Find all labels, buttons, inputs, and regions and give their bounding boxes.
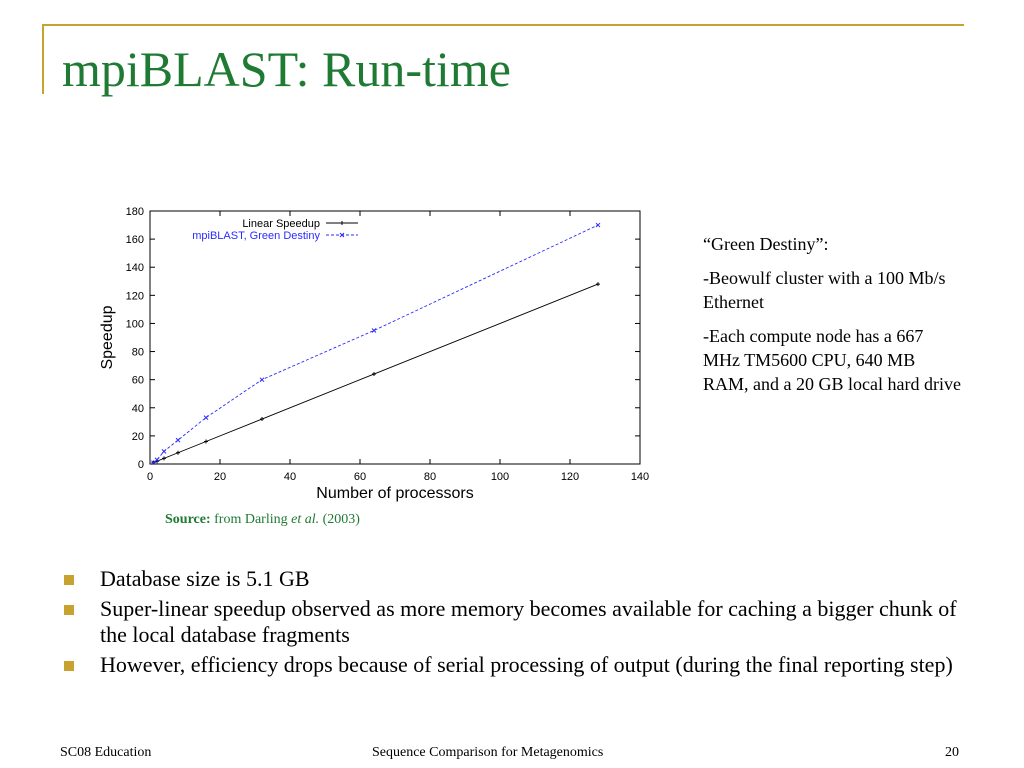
side-note: -Beowulf cluster with a 100 Mb/s Ethernet xyxy=(703,268,946,312)
legend-label: mpiBLAST, Green Destiny xyxy=(192,230,320,242)
y-axis-label: Speedup xyxy=(99,305,116,370)
y-tick-label: 80 xyxy=(131,346,144,359)
side-note: “Green Destiny”: xyxy=(703,234,829,254)
x-tick-label: 140 xyxy=(630,471,650,483)
legend-label: Linear Speedup xyxy=(242,218,320,230)
bullet-square-icon xyxy=(64,661,74,671)
bullet-item xyxy=(62,566,982,592)
data-point xyxy=(260,378,264,382)
series-line-1 xyxy=(154,225,599,463)
x-tick-label: 80 xyxy=(423,471,437,483)
slide-number: 20 xyxy=(945,745,959,760)
x-axis-label: Number of processors xyxy=(316,485,474,502)
source-label: Source: xyxy=(165,512,211,527)
slide-title: mpiBLAST: Run-time xyxy=(62,41,511,97)
x-tick-label: 20 xyxy=(213,471,227,483)
source-etal: et al. xyxy=(291,512,320,527)
y-tick-label: 100 xyxy=(125,318,144,331)
series-line-0 xyxy=(154,284,599,463)
y-tick-label: 140 xyxy=(125,262,144,275)
bullet-text: Super-linear speedup observed as more memory becomes available for caching a bigger chunk of the local database fragments xyxy=(100,596,957,647)
x-tick-label: 100 xyxy=(490,471,510,483)
y-tick-label: 180 xyxy=(125,206,144,218)
chart-root xyxy=(99,206,649,502)
y-tick-label: 160 xyxy=(125,234,144,247)
data-point xyxy=(162,456,166,460)
bullet-text: Database size is 5.1 GB xyxy=(100,566,310,591)
speedup-chart xyxy=(92,200,662,510)
bullet-item xyxy=(62,596,982,648)
y-tick-label: 120 xyxy=(125,290,144,303)
y-tick-label: 40 xyxy=(131,402,144,415)
legend-marker xyxy=(340,221,344,225)
data-point xyxy=(176,438,180,442)
y-tick-label: 20 xyxy=(131,430,144,443)
side-notes xyxy=(703,232,963,406)
y-tick-label: 0 xyxy=(137,459,144,471)
x-tick-label: 60 xyxy=(353,471,367,483)
source-year: (2003) xyxy=(319,512,360,527)
data-point xyxy=(176,451,180,455)
footer-left: SC08 Education xyxy=(60,745,152,760)
plot-frame xyxy=(150,211,640,464)
frame-top-rule xyxy=(42,24,964,26)
footer-center: Sequence Comparison for Metagenomics xyxy=(372,745,604,760)
data-point xyxy=(596,282,600,286)
y-tick-label: 60 xyxy=(131,374,144,387)
data-point xyxy=(162,449,166,453)
bullet-item xyxy=(62,652,982,678)
bullet-square-icon xyxy=(64,605,74,615)
data-point xyxy=(372,328,376,332)
bullet-square-icon xyxy=(64,575,74,585)
x-tick-label: 40 xyxy=(283,471,297,483)
data-point xyxy=(204,440,208,444)
x-tick-label: 120 xyxy=(560,471,580,483)
bullet-list xyxy=(62,566,982,682)
data-point xyxy=(372,372,376,376)
data-point xyxy=(204,416,208,420)
side-note: -Each compute node has a 667 MHz TM5600 CPU, 640 MB RAM, and a 20 GB local hard drive xyxy=(703,326,961,394)
data-point xyxy=(596,223,600,227)
source-citation xyxy=(165,512,360,528)
frame-left-rule xyxy=(42,24,44,94)
bullet-text: However, efficiency drops because of serial processing of output (during the final reporting step) xyxy=(100,652,953,677)
source-text: from Darling xyxy=(210,512,292,527)
x-tick-label: 0 xyxy=(146,471,154,483)
data-point xyxy=(260,417,264,421)
